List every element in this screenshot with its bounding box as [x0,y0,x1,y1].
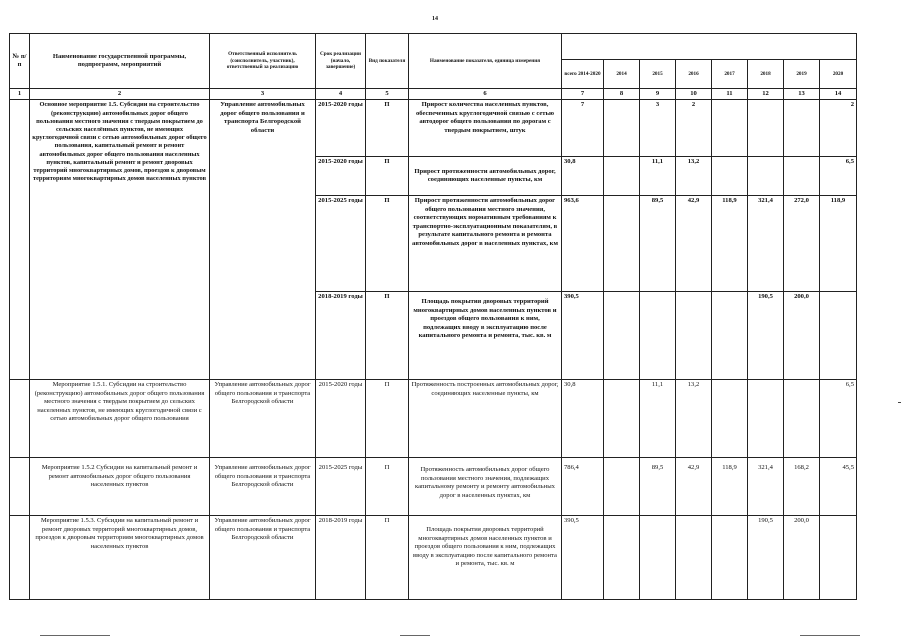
value-cell: 118,9 [712,458,748,516]
value-cell [712,380,748,458]
value-cell: 786,4 [562,458,604,516]
kind-cell: П [366,292,409,380]
sub-event-executor: Управление автомобильных дорог общего пользования и транспорта Белгородской области [210,516,316,600]
value-cell: 200,0 [784,292,820,380]
value-cell: 118,9 [820,196,857,292]
indicator-cell: Прирост протяженности автомобильных дорог общего пользования местного значения, соответствующих нормативным требованиям к транспортно-эксплуатационным показателям, в результате капитального ремонта и ремонта автомобильных дорог в населенных пунктах, км [409,196,562,292]
value-cell [604,292,640,380]
value-cell: 6,5 [820,157,857,196]
page-number: 14 [432,16,438,22]
term-cell: 2015-2020 годы [316,157,366,196]
term-cell: 2018-2019 годы [316,516,366,600]
term-cell: 2018-2019 годы [316,292,366,380]
kind-cell: П [366,100,409,157]
value-cell: 13,2 [676,380,712,458]
kind-cell: П [366,458,409,516]
value-cell: 390,5 [562,516,604,600]
header-num: № п/п [10,34,30,89]
value-cell [712,157,748,196]
column-number: 13 [784,89,820,100]
sub-event-executor: Управление автомобильных дорог общего пользования и транспорта Белгородской области [210,380,316,458]
value-cell: 89,5 [640,458,676,516]
value-cell [784,380,820,458]
value-cell: 168,2 [784,458,820,516]
value-cell [676,292,712,380]
value-cell: 11,1 [640,380,676,458]
header-term: Срок реализации (начало, завершение) [316,34,366,89]
header-year: 2014 [604,60,640,89]
table-row [10,100,857,157]
indicator-cell: Протяженность автомобильных дорог общего пользования местного значения, подлежащих капитальному ремонту и ремонту автомобильных дорог в населенных пунктах, км [409,458,562,516]
value-cell [604,458,640,516]
value-cell: 2 [676,100,712,157]
value-cell: 13,2 [676,157,712,196]
value-cell: 321,4 [748,458,784,516]
value-cell [604,157,640,196]
value-cell [820,292,857,380]
header-year: 2019 [784,60,820,89]
sub-event-name: Мероприятие 1.5.3. Субсидии на капитальный ремонт и ремонт дворовых территорий многоквартирных домов, проездов к дворовым территориям многоквартирных домов населенных пунктов [30,516,210,600]
header-year: 2020 [820,60,857,89]
value-cell: 190,5 [748,516,784,600]
indicator-cell: Протяженность построенных автомобильных дорог, соединяющих населенные пункты, км [409,380,562,458]
value-cell: 3 [640,100,676,157]
column-number: 5 [366,89,409,100]
value-cell: 6,5 [820,380,857,458]
column-number: 10 [676,89,712,100]
header-name: Наименование государственной программы, подпрограмм, мероприятий [30,34,210,89]
column-number: 1 [10,89,30,100]
value-cell: 963,6 [562,196,604,292]
indicator-cell: Прирост протяженности автомобильных дорог, соединяющих населенные пункты, км [409,157,562,196]
kind-cell: П [366,380,409,458]
main-event-executor: Управление автомобильных дорог общего пользования и транспорта Белгородской области [210,100,316,380]
table-row [10,458,857,516]
header-total: всего 2014-2020 [562,60,604,89]
column-number-row [10,89,857,100]
scan-edge-line [800,635,860,636]
header-executor: Ответственный исполнитель (соисполнитель, участник), ответственный за реализацию [210,34,316,89]
indicator-cell: Площадь покрытия дворовых территорий многоквартирных домов населенных пунктов и проездов общего пользования к ним, подлежащих вводу в эксплуатацию после капитального ремонта и ремонта, тыс. кв. м [409,292,562,380]
column-number: 11 [712,89,748,100]
header-values-group [562,34,857,60]
indicator-cell: Прирост количества населенных пунктов, обеспеченных круглогодичной связью с сетью автодорог общего пользования по дорогам с твердым покрытием, штук [409,100,562,157]
header-kind: Вид показателя [366,34,409,89]
value-cell: 7 [562,100,604,157]
column-number: 14 [820,89,857,100]
column-number: 12 [748,89,784,100]
table-row [10,380,857,458]
value-cell: 321,4 [748,196,784,292]
value-cell: 190,5 [748,292,784,380]
value-cell [604,516,640,600]
sub-event-name: Мероприятие 1.5.1. Субсидии на строительство (реконструкцию) автомобильных дорог общего пользования местного значения с твердым покрытием до сельских населенных пунктов, не имеющих круглогодичной связи с сетью автомобильных дорог общего пользования [30,380,210,458]
kind-cell: П [366,157,409,196]
value-cell [640,292,676,380]
value-cell: 200,0 [784,516,820,600]
value-cell: 2 [820,100,857,157]
column-number: 3 [210,89,316,100]
value-cell: 30,8 [562,157,604,196]
value-cell [712,516,748,600]
header-year: 2018 [748,60,784,89]
term-cell: 2015-2025 годы [316,458,366,516]
kind-cell: П [366,516,409,600]
value-cell: 42,9 [676,458,712,516]
value-cell: 272,0 [784,196,820,292]
main-event-name: Основное мероприятие 1.5. Субсидии на строительство (реконструкцию) автомобильных дорог общего пользования местного значения с твердым покрытием до сельских населённых пунктов, не имеющих круглогодичной связи с сетью автомобильных дорог общего пользования, капитальный ремонт и ремонт автомобильных дорог общего пользования населенных пунктов, капитальный ремонт и ремонт дворовых территорий многоквартирных домов, проездов к дворовым территориям многоквартирных домов населенных пунктов [30,100,210,380]
term-cell: 2015-2020 годы [316,100,366,157]
column-number: 9 [640,89,676,100]
kind-cell: П [366,196,409,292]
value-cell [604,380,640,458]
value-cell: 11,1 [640,157,676,196]
value-cell: 118,9 [712,196,748,292]
value-cell [604,100,640,157]
value-cell [784,100,820,157]
value-cell: 42,9 [676,196,712,292]
value-cell [748,157,784,196]
term-cell: 2015-2020 годы [316,380,366,458]
value-cell [712,100,748,157]
value-cell: 89,5 [640,196,676,292]
value-cell: 45,5 [820,458,857,516]
table-row [10,516,857,600]
column-number: 2 [30,89,210,100]
column-number: 7 [562,89,604,100]
value-cell [820,516,857,600]
column-number: 4 [316,89,366,100]
value-cell [784,157,820,196]
margin-mark [898,402,901,403]
header-indicator: Наименование показателя, единица измерения [409,34,562,89]
value-cell [748,380,784,458]
indicator-cell: Площадь покрытия дворовых территорий многоквартирных домов населенных пунктов и проездов общего пользования к ним, подлежащих вводу в эксплуатацию после капитального ремонта и ремонта, тыс. кв. м [409,516,562,600]
sub-event-executor: Управление автомобильных дорог общего пользования и транспорта Белгородской области [210,458,316,516]
header-year: 2017 [712,60,748,89]
value-cell [748,100,784,157]
header-year: 2015 [640,60,676,89]
program-table [9,33,857,600]
value-cell: 390,5 [562,292,604,380]
scan-edge-line [400,635,430,636]
sub-event-name: Мероприятие 1.5.2 Субсидии на капитальный ремонт и ремонт автомобильных дорог общего пользования населенных пунктов [30,458,210,516]
value-cell [676,516,712,600]
value-cell [604,196,640,292]
header-year: 2016 [676,60,712,89]
column-number: 8 [604,89,640,100]
value-cell: 30,8 [562,380,604,458]
value-cell [712,292,748,380]
scan-edge-line [40,635,110,636]
term-cell: 2015-2025 годы [316,196,366,292]
value-cell [640,516,676,600]
column-number: 6 [409,89,562,100]
